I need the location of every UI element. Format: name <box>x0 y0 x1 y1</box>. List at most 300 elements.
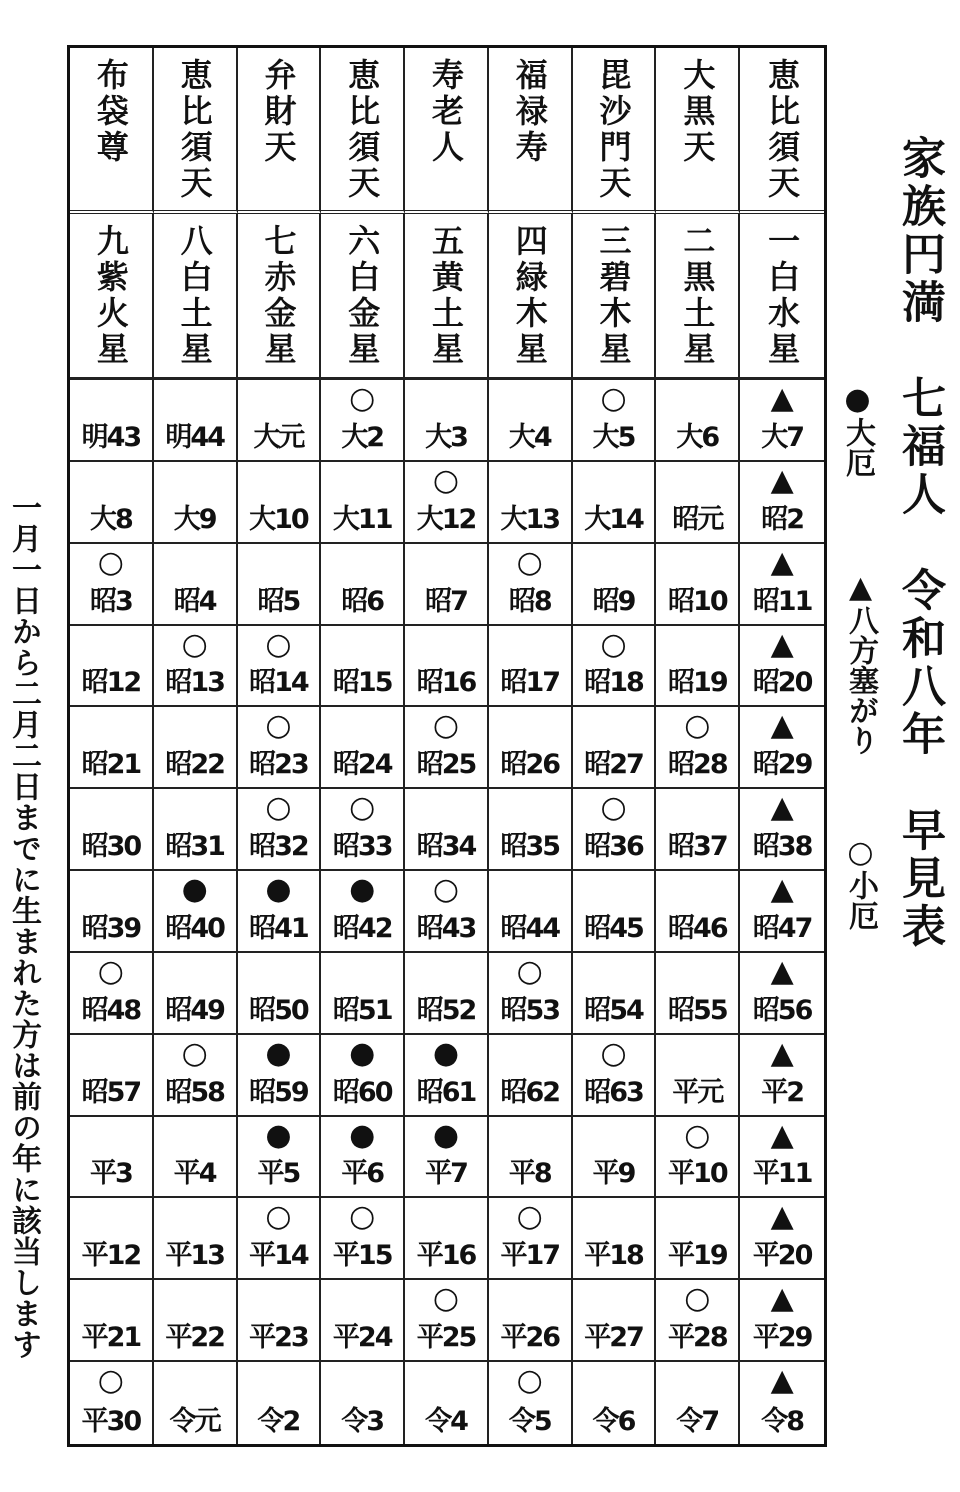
birth-year-label: 昭12 <box>81 667 141 699</box>
yaku-mark: ○ <box>684 708 711 744</box>
birth-year-label: 昭元 <box>672 503 723 535</box>
yaku-mark: ○ <box>97 544 124 580</box>
birth-year-label: 大11 <box>332 503 392 535</box>
year-cell <box>405 707 489 789</box>
birth-year-label: 昭55 <box>668 994 727 1026</box>
birth-year-label: 昭42 <box>332 912 392 944</box>
birth-year-label: 昭24 <box>332 749 392 781</box>
year-cell <box>656 462 740 544</box>
god-cell <box>321 48 405 214</box>
yaku-mark: ○ <box>684 1281 711 1317</box>
year-cell <box>238 707 322 789</box>
star-name: 四緑木星 <box>510 224 549 368</box>
birth-year-label: 昭44 <box>500 912 560 944</box>
birth-year-label: 昭11 <box>752 585 812 617</box>
birth-year-label: 昭29 <box>752 749 812 781</box>
birth-year-label: 昭4 <box>173 585 216 617</box>
star-cell <box>573 214 657 380</box>
birth-year-label: 平25 <box>416 1322 476 1354</box>
year-cell <box>405 544 489 626</box>
star-name: 九紫火星 <box>91 224 130 368</box>
star-name: 二黒土星 <box>678 224 717 368</box>
year-cell <box>238 789 322 871</box>
birth-year-label: 昭8 <box>508 585 551 617</box>
year-cell <box>573 380 657 462</box>
yaku-mark: ▲ <box>770 1117 794 1153</box>
year-cell <box>656 1117 740 1199</box>
birth-year-label: 大6 <box>676 421 719 453</box>
yaku-mark: ○ <box>516 544 543 580</box>
birth-year-label: 令3 <box>341 1405 384 1437</box>
birth-year-label: 昭37 <box>668 831 727 863</box>
star-cell <box>238 214 322 380</box>
birth-year-label: 大8 <box>89 503 132 535</box>
god-name: 福禄寿 <box>510 58 549 166</box>
birth-year-label: 昭60 <box>332 1076 392 1108</box>
year-cell <box>489 1117 573 1199</box>
birth-year-label: 平15 <box>332 1240 392 1272</box>
yaku-mark: ○ <box>349 790 376 826</box>
yaku-mark: ○ <box>97 1363 124 1399</box>
birth-year-label: 昭31 <box>165 831 224 863</box>
legend-daiyaku: ●大厄 <box>840 382 875 477</box>
year-cell <box>740 1280 824 1362</box>
yaku-mark: ○ <box>432 872 460 908</box>
year-cell <box>405 1035 489 1117</box>
birth-year-label: 大13 <box>500 503 560 535</box>
god-name: 布袋尊 <box>91 58 130 166</box>
yaku-mark: ○ <box>265 790 292 826</box>
year-cell <box>489 1198 573 1280</box>
birth-year-label: 昭13 <box>165 667 224 699</box>
year-cell <box>656 544 740 626</box>
god-name: 寿老人 <box>426 58 465 166</box>
birth-year-label: 令8 <box>761 1405 803 1437</box>
star-cell <box>405 214 489 380</box>
year-cell <box>656 626 740 708</box>
year-cell <box>489 953 573 1035</box>
birth-year-label: 大2 <box>341 421 384 453</box>
birth-year-label: 大4 <box>508 421 551 453</box>
birth-year-label: 平9 <box>592 1158 635 1190</box>
year-cell <box>656 789 740 871</box>
birth-year-label: 平19 <box>668 1240 727 1272</box>
year-cell <box>321 626 405 708</box>
god-name: 恵比須天 <box>763 58 802 202</box>
year-cell <box>70 789 154 871</box>
god-cell <box>489 48 573 214</box>
birth-year-label: 昭33 <box>332 831 392 863</box>
year-cell <box>321 707 405 789</box>
birth-year-label: 昭45 <box>584 912 643 944</box>
birth-date-note: 一月一日から二月二日までに生まれた方は前の年に該当します <box>6 492 41 1360</box>
yaku-mark: ● <box>349 1035 376 1071</box>
year-cell <box>321 380 405 462</box>
year-cell <box>70 1117 154 1199</box>
birth-year-label: 平14 <box>249 1240 308 1272</box>
birth-year-label: 昭40 <box>165 912 224 944</box>
year-cell <box>573 1117 657 1199</box>
birth-year-label: 平29 <box>752 1322 812 1354</box>
year-cell <box>154 380 238 462</box>
birth-year-label: 昭36 <box>584 831 643 863</box>
birth-year-label: 昭32 <box>249 831 308 863</box>
yaku-mark: ○ <box>516 1199 543 1235</box>
birth-year-label: 平16 <box>416 1240 476 1272</box>
birth-year-label: 昭41 <box>249 912 308 944</box>
birth-year-label: 令5 <box>508 1405 551 1437</box>
yaku-mark: ▲ <box>770 872 794 908</box>
year-cell <box>70 707 154 789</box>
birth-year-label: 昭39 <box>81 912 141 944</box>
yaku-mark: ○ <box>432 1281 460 1317</box>
birth-year-label: 昭47 <box>752 912 812 944</box>
star-cell <box>321 214 405 380</box>
star-name: 一白水星 <box>763 224 802 368</box>
yaku-mark: ● <box>349 872 376 908</box>
yaku-mark: ○ <box>97 953 124 989</box>
birth-year-label: 昭27 <box>584 749 643 781</box>
year-cell <box>321 953 405 1035</box>
birth-year-label: 昭61 <box>416 1076 476 1108</box>
birth-year-label: 平27 <box>584 1322 643 1354</box>
birth-year-label: 平12 <box>81 1240 141 1272</box>
birth-year-label: 昭20 <box>752 667 812 699</box>
star-cell <box>656 214 740 380</box>
hayamihyo-table <box>67 45 827 1447</box>
birth-year-label: 昭46 <box>668 912 727 944</box>
god-cell <box>405 48 489 214</box>
year-cell <box>154 1280 238 1362</box>
year-cell <box>238 544 322 626</box>
birth-year-label: 昭21 <box>81 749 141 781</box>
yaku-mark: ▲ <box>770 1035 794 1071</box>
year-cell <box>405 380 489 462</box>
yaku-mark: ○ <box>516 953 543 989</box>
yaku-mark: ▲ <box>770 626 794 662</box>
birth-year-label: 大10 <box>249 503 308 535</box>
year-cell <box>70 1362 154 1444</box>
year-cell <box>154 789 238 871</box>
birth-year-label: 大9 <box>173 503 216 535</box>
year-cell <box>573 544 657 626</box>
year-cell <box>154 871 238 953</box>
year-cell <box>238 1280 322 1362</box>
year-cell <box>489 871 573 953</box>
yaku-mark: ▲ <box>770 462 794 498</box>
birth-year-label: 平元 <box>672 1076 723 1108</box>
year-cell <box>154 707 238 789</box>
year-cell <box>405 953 489 1035</box>
birth-year-label: 昭3 <box>89 585 132 617</box>
star-name: 七赤金星 <box>259 224 298 368</box>
yaku-mark: ▲ <box>770 953 794 989</box>
yaku-mark: ○ <box>181 626 208 662</box>
year-cell <box>740 544 824 626</box>
year-cell <box>656 1362 740 1444</box>
year-cell <box>656 1280 740 1362</box>
year-cell <box>489 1362 573 1444</box>
year-cell <box>740 789 824 871</box>
year-cell <box>321 462 405 544</box>
yaku-mark: ● <box>432 1117 460 1153</box>
birth-year-label: 平13 <box>165 1240 224 1272</box>
year-cell <box>238 1117 322 1199</box>
yaku-mark: ○ <box>432 708 460 744</box>
birth-year-label: 令4 <box>425 1405 467 1437</box>
birth-year-label: 昭26 <box>500 749 560 781</box>
birth-year-label: 大12 <box>416 503 476 535</box>
year-cell <box>238 380 322 462</box>
birth-year-label: 昭9 <box>592 585 635 617</box>
year-cell <box>740 953 824 1035</box>
year-cell <box>70 1035 154 1117</box>
year-cell <box>573 462 657 544</box>
birth-year-label: 昭6 <box>341 585 384 617</box>
birth-year-label: 昭2 <box>761 503 803 535</box>
year-cell <box>573 1198 657 1280</box>
birth-year-label: 昭56 <box>752 994 812 1026</box>
yaku-mark: ○ <box>600 790 627 826</box>
birth-year-label: 大5 <box>592 421 635 453</box>
year-cell <box>740 871 824 953</box>
yaku-mark: ○ <box>265 708 292 744</box>
birth-year-label: 平28 <box>668 1322 727 1354</box>
legend-shouyaku: ○小厄 <box>843 835 878 930</box>
birth-year-label: 平5 <box>257 1158 300 1190</box>
god-name: 弁財天 <box>259 58 298 166</box>
year-cell <box>70 462 154 544</box>
god-name: 恵比須天 <box>175 58 214 202</box>
birth-year-label: 昭5 <box>257 585 300 617</box>
year-cell <box>321 1280 405 1362</box>
birth-year-label: 大3 <box>425 421 467 453</box>
year-cell <box>573 1035 657 1117</box>
birth-year-label: 昭14 <box>249 667 308 699</box>
birth-year-label: 平3 <box>89 1158 132 1190</box>
birth-year-label: 昭10 <box>668 585 727 617</box>
yaku-mark: ○ <box>265 626 292 662</box>
birth-year-label: 昭17 <box>500 667 560 699</box>
birth-year-label: 昭49 <box>165 994 224 1026</box>
birth-year-label: 平21 <box>81 1322 141 1354</box>
yaku-mark: ○ <box>265 1199 292 1235</box>
star-name: 六白金星 <box>343 224 382 368</box>
year-cell <box>154 1198 238 1280</box>
year-cell <box>489 1280 573 1362</box>
legend-happou: ▲八方塞がり <box>843 570 878 755</box>
yaku-mark: ▲ <box>770 708 794 744</box>
yaku-mark: ▲ <box>770 1199 794 1235</box>
year-cell <box>70 1198 154 1280</box>
yaku-mark: ● <box>181 872 208 908</box>
year-cell <box>405 1117 489 1199</box>
birth-year-label: 令2 <box>257 1405 300 1437</box>
birth-year-label: 大7 <box>761 421 803 453</box>
god-name: 大黒天 <box>678 58 717 166</box>
year-cell <box>573 1280 657 1362</box>
year-cell <box>405 789 489 871</box>
year-cell <box>656 1198 740 1280</box>
birth-year-label: 平10 <box>668 1158 727 1190</box>
birth-year-label: 大14 <box>584 503 643 535</box>
year-cell <box>740 380 824 462</box>
god-name: 恵比須天 <box>343 58 382 202</box>
star-cell <box>70 214 154 380</box>
yaku-mark: ○ <box>349 381 376 416</box>
year-cell <box>238 1362 322 1444</box>
year-cell <box>154 1117 238 1199</box>
year-cell <box>740 1362 824 1444</box>
year-cell <box>740 626 824 708</box>
birth-year-label: 昭57 <box>81 1076 141 1108</box>
year-cell <box>656 871 740 953</box>
birth-year-label: 昭19 <box>668 667 727 699</box>
year-cell <box>70 626 154 708</box>
yaku-mark: ▲ <box>770 381 794 416</box>
god-cell <box>740 48 824 214</box>
birth-year-label: 大元 <box>253 421 304 453</box>
birth-year-label: 昭16 <box>416 667 476 699</box>
yaku-mark: ▲ <box>770 544 794 580</box>
yaku-mark: ○ <box>600 1035 627 1071</box>
birth-year-label: 昭53 <box>500 994 560 1026</box>
birth-year-label: 明44 <box>165 421 224 453</box>
year-cell <box>740 462 824 544</box>
birth-year-label: 昭22 <box>165 749 224 781</box>
birth-year-label: 昭48 <box>81 994 141 1026</box>
birth-year-label: 昭58 <box>165 1076 224 1108</box>
birth-year-label: 平24 <box>332 1322 392 1354</box>
year-cell <box>573 789 657 871</box>
year-cell <box>154 626 238 708</box>
star-cell <box>489 214 573 380</box>
yaku-mark: ○ <box>684 1117 711 1153</box>
yaku-mark: ● <box>265 872 292 908</box>
year-cell <box>740 1035 824 1117</box>
year-cell <box>154 1362 238 1444</box>
yaku-mark: ● <box>265 1117 292 1153</box>
birth-year-label: 平20 <box>752 1240 812 1272</box>
god-name: 毘沙門天 <box>594 58 633 202</box>
year-cell <box>405 626 489 708</box>
birth-year-label: 平23 <box>249 1322 308 1354</box>
birth-year-label: 昭7 <box>425 585 467 617</box>
birth-year-label: 昭52 <box>416 994 476 1026</box>
yaku-mark: ○ <box>181 1035 208 1071</box>
yaku-mark: ○ <box>600 381 627 416</box>
year-cell <box>70 1280 154 1362</box>
birth-year-label: 昭30 <box>81 831 141 863</box>
year-cell <box>321 1198 405 1280</box>
yaku-mark: ● <box>349 1117 376 1153</box>
year-cell <box>238 953 322 1035</box>
birth-year-label: 平7 <box>425 1158 467 1190</box>
birth-year-label: 昭28 <box>668 749 727 781</box>
birth-year-label: 平26 <box>500 1322 560 1354</box>
birth-year-label: 昭62 <box>500 1076 560 1108</box>
birth-year-label: 昭50 <box>249 994 308 1026</box>
year-cell <box>489 789 573 871</box>
year-cell <box>740 707 824 789</box>
year-cell <box>489 544 573 626</box>
year-cell <box>154 1035 238 1117</box>
birth-year-label: 昭63 <box>584 1076 643 1108</box>
year-cell <box>405 871 489 953</box>
year-cell <box>573 1362 657 1444</box>
year-cell <box>656 707 740 789</box>
year-cell <box>573 871 657 953</box>
birth-year-label: 平18 <box>584 1240 643 1272</box>
birth-year-label: 平30 <box>81 1405 141 1437</box>
birth-year-label: 平4 <box>173 1158 216 1190</box>
birth-year-label: 昭25 <box>416 749 476 781</box>
year-cell <box>573 626 657 708</box>
year-cell <box>70 544 154 626</box>
birth-year-label: 平8 <box>508 1158 551 1190</box>
year-cell <box>154 953 238 1035</box>
year-cell <box>238 462 322 544</box>
yaku-mark: ▲ <box>770 790 794 826</box>
year-cell <box>321 1117 405 1199</box>
god-cell <box>154 48 238 214</box>
year-cell <box>154 544 238 626</box>
year-cell <box>238 1035 322 1117</box>
year-cell <box>321 544 405 626</box>
god-cell <box>70 48 154 214</box>
birth-year-label: 令6 <box>592 1405 635 1437</box>
year-cell <box>573 707 657 789</box>
birth-year-label: 昭23 <box>249 749 308 781</box>
year-cell <box>238 1198 322 1280</box>
year-cell <box>405 462 489 544</box>
year-cell <box>740 1117 824 1199</box>
yaku-mark: ○ <box>516 1363 543 1399</box>
year-cell <box>405 1362 489 1444</box>
birth-year-label: 昭43 <box>416 912 476 944</box>
year-cell <box>70 953 154 1035</box>
year-cell <box>489 1035 573 1117</box>
year-cell <box>238 626 322 708</box>
year-cell <box>70 380 154 462</box>
yaku-mark: ○ <box>349 1199 376 1235</box>
birth-year-label: 令元 <box>169 1405 220 1437</box>
year-cell <box>573 953 657 1035</box>
birth-year-label: 昭59 <box>249 1076 308 1108</box>
page-title: 家族円満 七福人 令和八年 早見表 <box>894 135 945 951</box>
year-cell <box>489 707 573 789</box>
year-cell <box>321 871 405 953</box>
year-cell <box>321 789 405 871</box>
birth-year-label: 昭15 <box>332 667 392 699</box>
birth-year-label: 平11 <box>752 1158 812 1190</box>
year-cell <box>154 462 238 544</box>
yaku-mark: ○ <box>432 462 460 498</box>
birth-year-label: 昭51 <box>332 994 392 1026</box>
birth-year-label: 昭34 <box>416 831 476 863</box>
star-name: 八白土星 <box>175 224 214 368</box>
year-cell <box>70 871 154 953</box>
star-name: 三碧木星 <box>594 224 633 368</box>
year-cell <box>489 626 573 708</box>
god-cell <box>238 48 322 214</box>
birth-year-label: 昭38 <box>752 831 812 863</box>
year-cell <box>489 462 573 544</box>
god-cell <box>656 48 740 214</box>
star-name: 五黄土星 <box>426 224 465 368</box>
year-cell <box>238 871 322 953</box>
birth-year-label: 昭54 <box>584 994 643 1026</box>
